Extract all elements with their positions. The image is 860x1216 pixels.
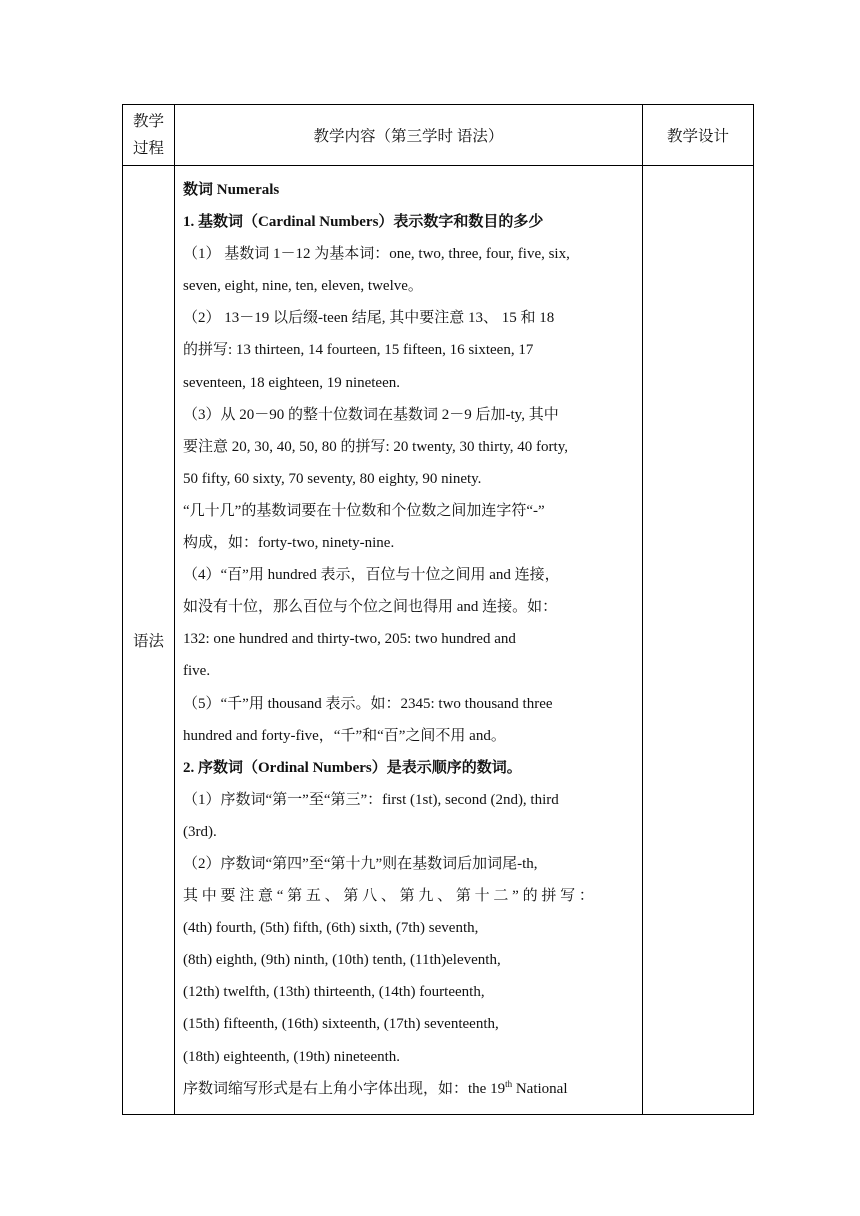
content-line: 50 fifty, 60 sixty, 70 seventy, 80 eighty, 90 ninety. (183, 470, 482, 487)
content-line: 其 中 要 注 意 “ 第 五 、 第 八 、 第 九 、 第 十 二 ” 的 拼 写 ： (183, 888, 594, 905)
content-line: （1）序数词“第一”至“第三”：first (1st), second (2nd), third (183, 791, 559, 808)
content-line: seventeen, 18 eighteen, 19 nineteen. (183, 374, 401, 391)
content-line: (12th) twelfth, (13th) thirteenth, (14th) fourteenth, (183, 984, 485, 1001)
content-line: 数词 Numerals (183, 182, 280, 198)
stage-cell: 语法 (123, 166, 175, 1115)
last-line-text: 序数词缩写形式是右上角小字体出现，如：the 19 (183, 1080, 506, 1097)
content-line: 如没有十位，那么百位与个位之间也得用 and 连接。如： (183, 599, 558, 616)
header-teaching-process-line-1: 教学 (132, 113, 164, 130)
last-line-tail: National (512, 1080, 568, 1097)
content-line: 1. 基数词（Cardinal Numbers）表示数字和数目的多少 (183, 214, 544, 231)
content-line: （5）“千”用 thousand 表示。如：2345: two thousand three (183, 695, 553, 712)
superscript-th: th (505, 1078, 513, 1089)
content-line: （2）序数词“第四”至“第十九”则在基数词后加词尾-th, (183, 855, 538, 872)
content-line: (4th) fourth, (5th) fifth, (6th) sixth, (7th) seventh, (183, 920, 479, 937)
content-line: (3rd). (183, 823, 217, 840)
content-line: (8th) eighth, (9th) ninth, (10th) tenth, (11th)eleventh, (183, 952, 501, 969)
content-line: seven, eight, nine, ten, eleven, twelve。 (183, 278, 423, 295)
header-teaching-content: 教学内容（第三学时 语法） (175, 105, 643, 166)
content-line: 2. 序数词（Ordinal Numbers）是表示顺序的数词。 (183, 759, 522, 776)
content-line-last (183, 1073, 634, 1105)
content-line: （2） 13－19 以后缀-teen 结尾, 其中要注意 13、 15 和 18 (183, 310, 555, 327)
content-line: hundred and forty-five，“千”和“百”之间不用 and。 (183, 727, 506, 744)
header-teaching-process-line-2: 过程 (132, 140, 164, 157)
content-line: (15th) fifteenth, (16th) sixteenth, (17th) seventeenth, (183, 1016, 499, 1033)
content-line: （4）“百”用 hundred 表示，百位与十位之间用 and 连接， (183, 567, 560, 584)
content-line: 132: one hundred and thirty-two, 205: two hundred and (183, 631, 516, 648)
content-line: 要注意 20, 30, 40, 50, 80 的拼写: 20 twenty, 30 thirty, 40 forty, (183, 438, 568, 455)
content-line: （1） 基数词 1－12 为基本词：one, two, three, four, five, six, (183, 246, 570, 263)
content-line: （3）从 20－90 的整十位数词在基数词 2－9 后加-ty, 其中 (183, 406, 559, 423)
table-body-row (123, 166, 754, 1115)
design-cell (643, 166, 754, 1115)
lesson-plan-table (122, 104, 754, 1115)
content-line: five. (183, 663, 211, 680)
content-line: 的拼写: 13 thirteen, 14 fourteen, 15 fifteen, 16 sixteen, 17 (183, 342, 534, 359)
content-line: “几十几”的基数词要在十位数和个位数之间加连字符“-” (183, 502, 545, 519)
content-line: 构成，如：forty-two, ninety-nine. (183, 535, 395, 552)
table-header-row (123, 105, 754, 166)
header-teaching-design: 教学设计 (643, 105, 754, 166)
header-teaching-process (123, 105, 175, 166)
content-cell (175, 166, 643, 1115)
content-line: (18th) eighteenth, (19th) nineteenth. (183, 1048, 401, 1065)
